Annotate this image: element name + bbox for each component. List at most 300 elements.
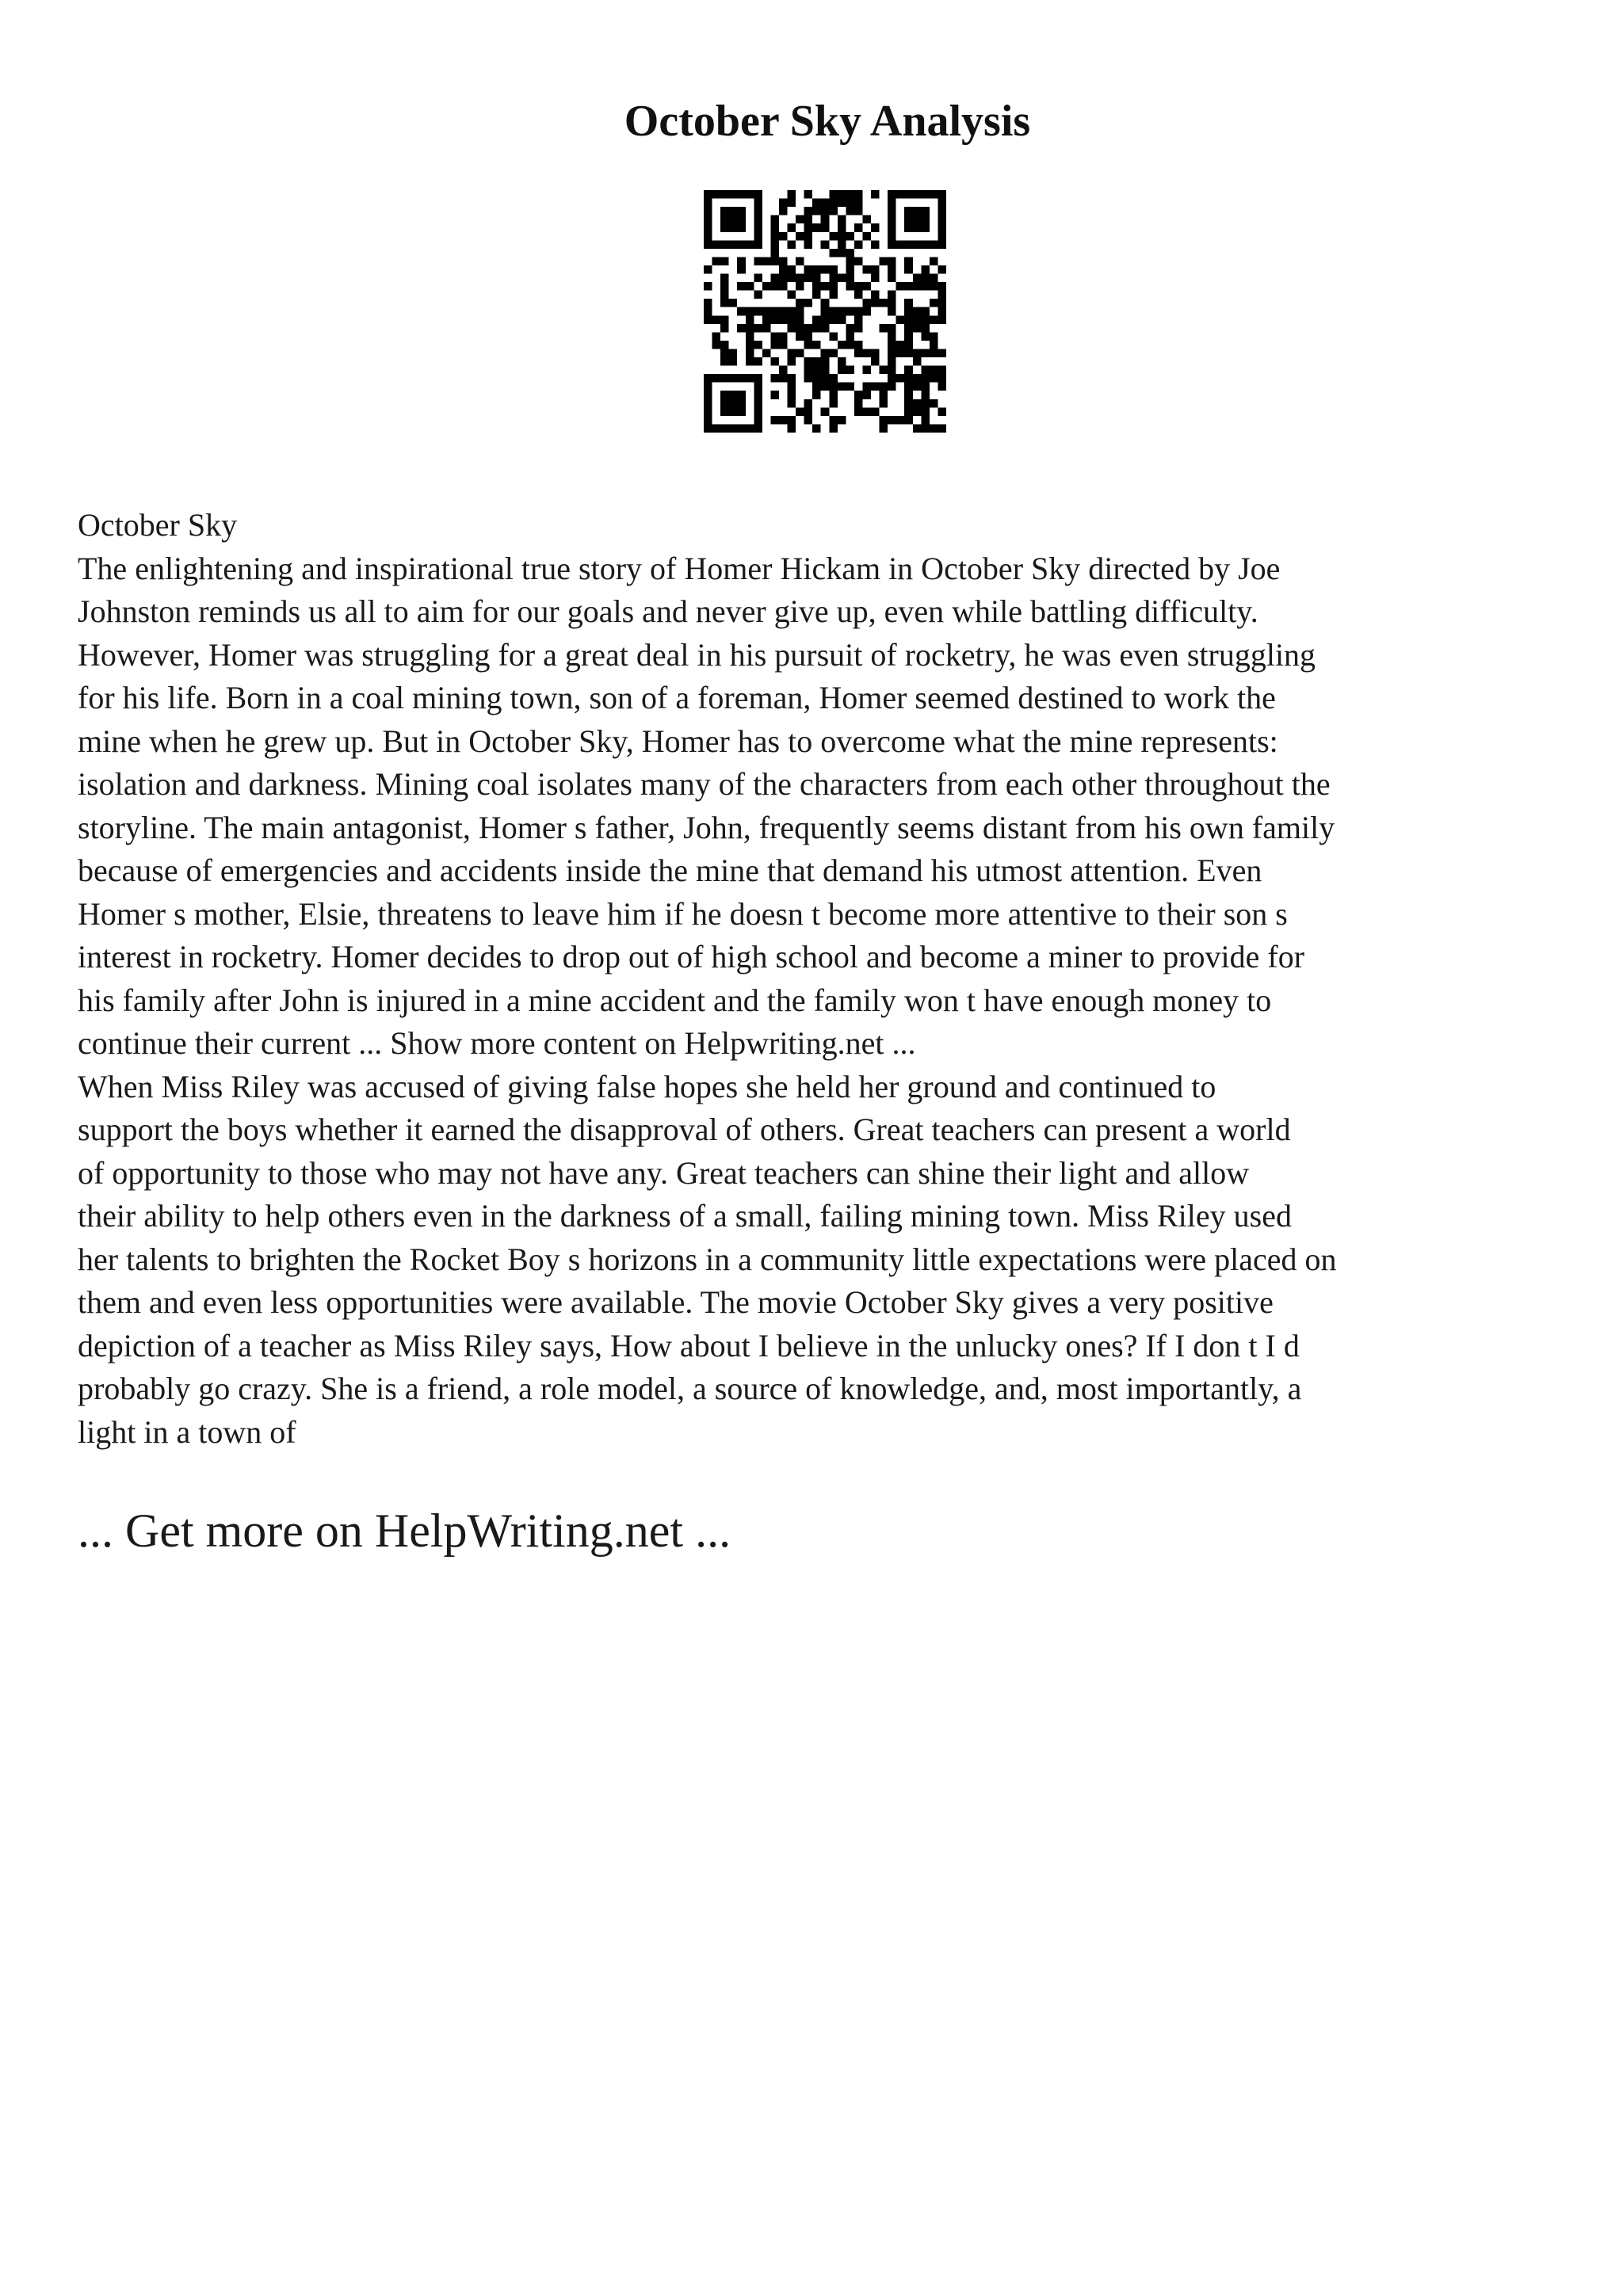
qr-module: [796, 407, 804, 416]
qr-module: [712, 257, 721, 265]
qr-module: [804, 265, 813, 274]
text-line: their ability to help others even in the darkness of a small, failing mining town. Miss Riley used: [78, 1198, 1292, 1234]
text-line: of opportunity to those who may not have any. Great teachers can shine their light and allow: [78, 1154, 1250, 1191]
qr-module: [770, 282, 779, 291]
qr-module: [720, 291, 729, 299]
qr-module: [904, 307, 913, 316]
qr-module: [821, 207, 830, 215]
qr-module: [913, 307, 922, 316]
qr-module: [913, 424, 922, 433]
qr-module: [788, 240, 796, 249]
qr-module: [762, 349, 771, 357]
text-line: mine when he grew up. But in October Sky, Homer has to overcome what the mine represents:: [78, 723, 1278, 759]
qr-module: [737, 265, 746, 274]
qr-module: [930, 315, 938, 324]
qr-module: [880, 399, 888, 408]
qr-module: [880, 366, 888, 375]
qr-module: [854, 315, 863, 324]
qr-module: [904, 399, 913, 408]
qr-module: [812, 357, 821, 366]
qr-module: [846, 324, 854, 333]
qr-module: [737, 307, 746, 316]
qr-module: [804, 207, 813, 215]
qr-module: [829, 265, 838, 274]
qr-module: [838, 274, 846, 283]
qr-module: [788, 383, 796, 391]
qr-module: [788, 223, 796, 232]
qr-module: [904, 416, 913, 425]
qr-module: [788, 349, 796, 357]
qr-module: [737, 324, 746, 333]
qr-module: [770, 416, 779, 425]
qr-module: [770, 341, 779, 349]
qr-module: [812, 223, 821, 232]
qr-module: [779, 341, 788, 349]
qr-module: [796, 299, 804, 307]
qr-module: [913, 374, 922, 383]
qr-module: [779, 199, 788, 208]
qr-module: [846, 265, 854, 274]
qr-module: [770, 374, 779, 383]
qr-module: [854, 407, 863, 416]
qr-module: [938, 366, 946, 375]
qr-module: [880, 391, 888, 399]
qr-module: [838, 190, 846, 199]
qr-module: [838, 383, 846, 391]
qr-module: [854, 307, 863, 316]
qr-module: [930, 257, 938, 265]
qr-module: [904, 366, 913, 375]
qr-module: [888, 274, 896, 283]
qr-module: [854, 207, 863, 215]
qr-module: [821, 324, 830, 333]
qr-module: [804, 215, 813, 224]
qr-module: [838, 307, 846, 316]
qr-module: [788, 190, 796, 199]
qr-module: [854, 341, 863, 349]
qr-module: [921, 366, 930, 375]
qr-module: [930, 299, 938, 307]
qr-module: [913, 315, 922, 324]
qr-module: [720, 299, 729, 307]
qr-module: [921, 349, 930, 357]
qr-module: [938, 383, 946, 391]
qr-module: [788, 199, 796, 208]
qr-module: [720, 349, 729, 357]
qr-module: [862, 391, 871, 399]
qr-module: [754, 307, 762, 316]
qr-module: [779, 282, 788, 291]
qr-module: [812, 341, 821, 349]
qr-module: [838, 199, 846, 208]
qr-module: [720, 357, 729, 366]
qr-module: [804, 399, 813, 408]
qr-module: [770, 215, 779, 224]
qr-module: [888, 332, 896, 341]
qr-module: [854, 282, 863, 291]
qr-module: [829, 399, 838, 408]
qr-module: [854, 324, 863, 333]
qr-module: [854, 399, 863, 408]
qr-module: [904, 341, 913, 349]
qr-module: [921, 374, 930, 383]
qr-module: [888, 366, 896, 375]
text-line: because of emergencies and accidents inside the mine that demand his utmost attention. Even: [78, 852, 1262, 888]
qr-module: [821, 366, 830, 375]
text-line: The enlightening and inspirational true story of Homer Hickam in October Sky directed by Joe: [78, 550, 1281, 586]
qr-module: [770, 232, 779, 241]
qr-module: [871, 407, 880, 416]
qr-module: [804, 407, 813, 416]
document-title: October Sky Analysis: [624, 97, 1031, 146]
qr-module: [770, 240, 779, 249]
qr-module: [846, 282, 854, 291]
qr-module: [746, 324, 754, 333]
qr-module: [862, 282, 871, 291]
qr-module: [788, 265, 796, 274]
qr-module: [796, 257, 804, 265]
qr-module: [862, 232, 871, 241]
qr-module: [930, 282, 938, 291]
qr-module: [838, 416, 846, 425]
qr-module: [871, 299, 880, 307]
qr-module: [838, 232, 846, 241]
qr-module: [854, 291, 863, 299]
qr-module: [729, 349, 738, 357]
qr-module: [804, 223, 813, 232]
qr-module: [829, 374, 838, 383]
qr-module: [921, 315, 930, 324]
qr-module: [838, 223, 846, 232]
qr-module: [704, 307, 712, 316]
essay-heading: October Sky: [78, 507, 238, 543]
qr-module: [930, 332, 938, 341]
qr-module: [829, 291, 838, 299]
qr-module: [779, 332, 788, 341]
qr-module: [904, 383, 913, 391]
qr-module: [871, 349, 880, 357]
qr-module: [829, 274, 838, 283]
qr-module: [770, 223, 779, 232]
qr-module: [921, 324, 930, 333]
qr-module: [871, 274, 880, 283]
text-line: Homer s mother, Elsie, threatens to leave him if he doesn t become more attentive to their son s: [78, 895, 1288, 932]
qr-module: [779, 207, 788, 215]
qr-module: [829, 307, 838, 316]
qr-module: [871, 383, 880, 391]
qr-module: [888, 341, 896, 349]
qr-module: [913, 383, 922, 391]
qr-module: [770, 332, 779, 341]
text-line: continue their current ... Show more content on Helpwriting.net ...: [78, 1025, 916, 1061]
qr-module: [921, 424, 930, 433]
qr-module: [821, 315, 830, 324]
qr-module: [796, 282, 804, 291]
qr-module: [796, 324, 804, 333]
qr-module: [720, 257, 729, 265]
qr-module: [854, 190, 863, 199]
qr-module: [938, 282, 946, 291]
qr-module: [896, 374, 905, 383]
qr-module: [871, 190, 880, 199]
qr-module: [913, 399, 922, 408]
qr-module: [821, 307, 830, 316]
qr-module: [712, 315, 721, 324]
qr-module: [838, 366, 846, 375]
qr-module: [880, 324, 888, 333]
qr-module: [871, 357, 880, 366]
qr-module: [779, 315, 788, 324]
qr-module: [796, 307, 804, 316]
qr-module: [821, 215, 830, 224]
qr-module: [804, 232, 813, 241]
qr-module: [862, 407, 871, 416]
qr-module: [812, 265, 821, 274]
qr-code-icon: [704, 190, 946, 433]
qr-module: [846, 199, 854, 208]
qr-module: [862, 366, 871, 375]
qr-module: [829, 249, 838, 257]
qr-module: [712, 341, 721, 349]
qr-module: [804, 374, 813, 383]
qr-module: [712, 332, 721, 341]
qr-module: [754, 274, 762, 283]
text-line: Johnston reminds us all to aim for our goals and never give up, even while battling difficulty.: [78, 593, 1258, 629]
qr-module: [812, 291, 821, 299]
qr-module: [779, 274, 788, 283]
qr-module: [921, 307, 930, 316]
qr-module: [779, 265, 788, 274]
qr-module: [812, 383, 821, 391]
qr-module: [779, 416, 788, 425]
qr-module: [812, 424, 821, 433]
qr-module: [888, 299, 896, 307]
qr-module: [788, 291, 796, 299]
qr-module: [921, 391, 930, 399]
qr-module: [904, 299, 913, 307]
text-line: light in a town of: [78, 1413, 296, 1450]
qr-module: [904, 265, 913, 274]
qr-module: [846, 249, 854, 257]
qr-module: [788, 374, 796, 383]
qr-module: [746, 315, 754, 324]
text-line: her talents to brighten the Rocket Boy s horizons in a community little expectations were placed on: [78, 1241, 1337, 1277]
qr-module: [804, 274, 813, 283]
qr-module: [888, 349, 896, 357]
qr-module: [788, 274, 796, 283]
qr-module: [938, 374, 946, 383]
qr-module: [880, 257, 888, 265]
qr-module: [796, 274, 804, 283]
qr-module: [888, 357, 896, 366]
qr-module: [846, 332, 854, 341]
qr-module: [938, 407, 946, 416]
qr-module: [846, 232, 854, 241]
qr-module: [746, 341, 754, 349]
qr-module: [888, 416, 896, 425]
text-line: depiction of a teacher as Miss Riley says, How about I believe in the unlucky ones? If I don t I d: [78, 1327, 1300, 1363]
qr-module: [913, 407, 922, 416]
qr-module: [896, 341, 905, 349]
qr-module: [930, 349, 938, 357]
text-line: his family after John is injured in a mine accident and the family won t have enough money to: [78, 982, 1272, 1018]
qr-module: [921, 265, 930, 274]
qr-module: [829, 424, 838, 433]
qr-module: [862, 265, 871, 274]
text-line: interest in rocketry. Homer decides to drop out of high school and become a miner to provide for: [78, 939, 1305, 974]
text-line: isolation and darkness. Mining coal isolates many of the characters from each other throughout the: [78, 766, 1331, 802]
qr-module: [871, 265, 880, 274]
qr-module: [930, 424, 938, 433]
qr-module: [746, 307, 754, 316]
qr-module: [904, 349, 913, 357]
qr-module: [704, 299, 712, 307]
qr-module: [888, 324, 896, 333]
qr-module: [888, 257, 896, 265]
qr-module: [930, 399, 938, 408]
qr-module: [938, 307, 946, 316]
qr-module: [770, 249, 779, 257]
qr-module: [812, 199, 821, 208]
text-line: probably go crazy. She is a friend, a role model, a source of knowledge, and, most importantly, a: [78, 1371, 1302, 1406]
qr-module: [821, 299, 830, 307]
qr-module: [829, 282, 838, 291]
qr-module: [846, 207, 854, 215]
qr-module: [904, 332, 913, 341]
qr-module: [880, 383, 888, 391]
qr-module: [938, 265, 946, 274]
text-line: However, Homer was struggling for a great deal in his pursuit of rocketry, he was even struggling: [78, 636, 1316, 673]
qr-module: [871, 240, 880, 249]
qr-module: [896, 282, 905, 291]
qr-module: [746, 282, 754, 291]
qr-module: [829, 383, 838, 391]
qr-module: [930, 374, 938, 383]
qr-module: [829, 207, 838, 215]
qr-module: [779, 366, 788, 375]
qr-module: [770, 315, 779, 324]
qr-module: [838, 315, 846, 324]
qr-module: [880, 416, 888, 425]
essay-body: [78, 504, 1583, 1454]
qr-module: [904, 374, 913, 383]
qr-module: [821, 357, 830, 366]
qr-module: [812, 274, 821, 283]
qr-module: [812, 207, 821, 215]
qr-module: [788, 399, 796, 408]
qr-module: [804, 299, 813, 307]
qr-module: [854, 349, 863, 357]
text-line: When Miss Riley was accused of giving false hopes she held her ground and continued to: [78, 1068, 1216, 1104]
qr-module: [854, 199, 863, 208]
qr-module: [788, 307, 796, 316]
qr-module: [913, 349, 922, 357]
qr-module: [921, 282, 930, 291]
qr-module: [921, 416, 930, 425]
qr-module: [804, 190, 813, 199]
qr-module: [854, 257, 863, 265]
qr-module: [896, 349, 905, 357]
qr-module: [762, 257, 771, 265]
qr-module: [779, 257, 788, 265]
qr-module: [796, 232, 804, 241]
qr-module: [821, 240, 830, 249]
qr-module: [821, 383, 830, 391]
qr-module: [754, 341, 762, 349]
qr-module: [762, 282, 771, 291]
qr-module: [779, 232, 788, 241]
qr-module: [862, 307, 871, 316]
qr-module: [904, 257, 913, 265]
qr-module: [888, 307, 896, 316]
qr-module: [746, 349, 754, 357]
qr-module: [720, 282, 729, 291]
qr-module: [871, 291, 880, 299]
qr-module: [938, 299, 946, 307]
qr-module: [804, 341, 813, 349]
qr-module: [770, 307, 779, 316]
qr-module: [913, 282, 922, 291]
qr-module: [829, 332, 838, 341]
qr-module: [838, 341, 846, 349]
qr-module: [913, 274, 922, 283]
qr-module: [921, 383, 930, 391]
qr-module: [913, 357, 922, 366]
qr-module: [829, 391, 838, 399]
qr-module: [804, 357, 813, 366]
qr-module: [720, 315, 729, 324]
qr-module: [754, 324, 762, 333]
qr-module: [846, 366, 854, 375]
qr-module: [888, 374, 896, 383]
qr-module: [854, 391, 863, 399]
text-line: them and even less opportunities were available. The movie October Sky gives a very positive: [78, 1284, 1274, 1320]
qr-module: [779, 307, 788, 316]
qr-module: [804, 366, 813, 375]
qr-module: [720, 324, 729, 333]
qr-module: [754, 257, 762, 265]
qr-module: [746, 357, 754, 366]
qr-module: [821, 265, 830, 274]
qr-module: [796, 332, 804, 341]
qr-module: [788, 315, 796, 324]
qr-module: [804, 416, 813, 425]
qr-module: [829, 315, 838, 324]
text-line: storyline. The main antagonist, Homer s father, John, frequently seems distant from his own family: [78, 809, 1335, 845]
qr-module: [720, 341, 729, 349]
qr-module: [930, 341, 938, 349]
qr-module: [812, 324, 821, 333]
qr-module: [754, 357, 762, 366]
qr-module: [737, 282, 746, 291]
qr-module: [930, 274, 938, 283]
qr-module: [829, 190, 838, 199]
qr-module: [704, 265, 712, 274]
qr-module: [862, 299, 871, 307]
qr-module: [838, 215, 846, 224]
qr-module: [729, 299, 738, 307]
qr-module: [904, 282, 913, 291]
qr-module: [880, 424, 888, 433]
text-line: support the boys whether it earned the disapproval of others. Great teachers can present a world: [78, 1112, 1291, 1147]
qr-module: [871, 223, 880, 232]
get-more-link[interactable]: ... Get more on HelpWriting.net ...: [78, 1505, 731, 1557]
qr-module: [804, 324, 813, 333]
qr-module: [720, 274, 729, 283]
qr-module: [846, 383, 854, 391]
qr-module: [754, 291, 762, 299]
qr-module: [862, 349, 871, 357]
